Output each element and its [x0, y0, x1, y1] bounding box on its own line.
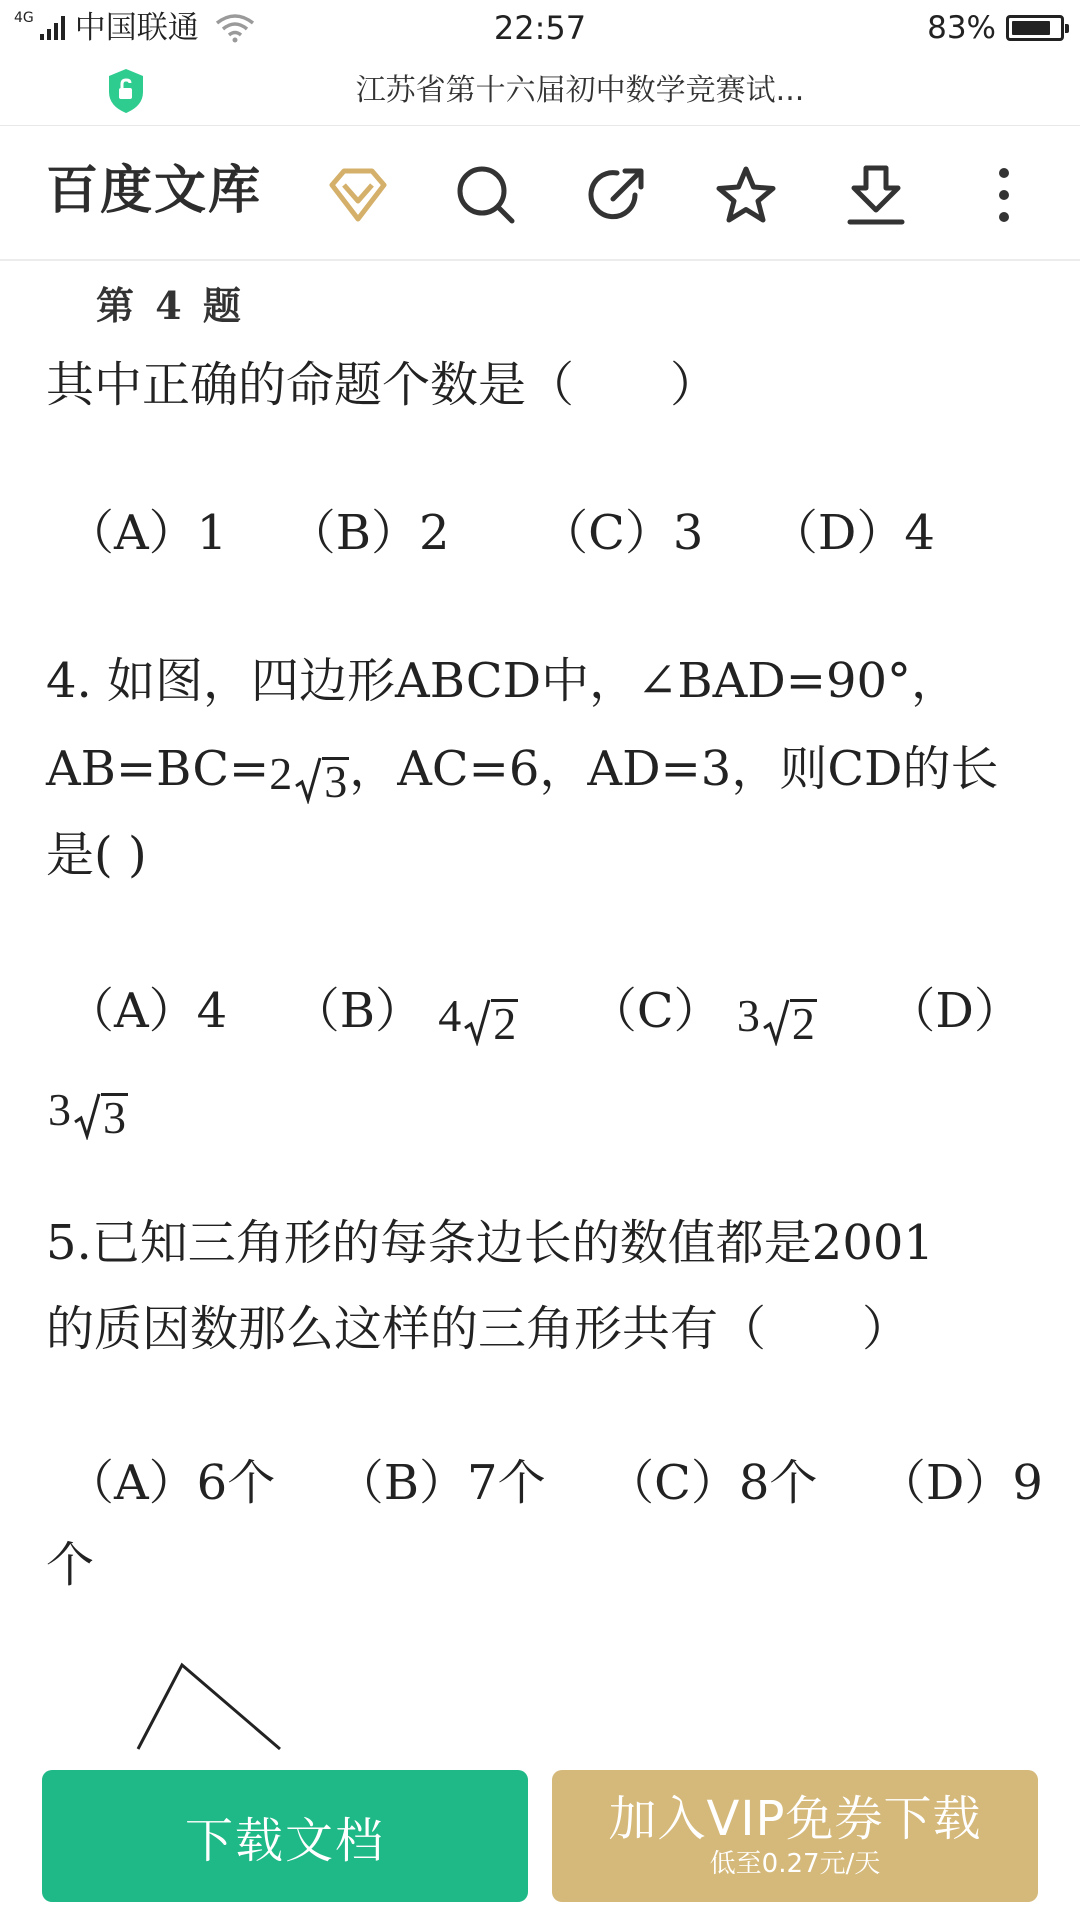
join-vip-button[interactable] — [552, 1770, 1038, 1902]
radical-sign-icon — [762, 998, 790, 1046]
math-coefficient: 4 — [438, 990, 462, 1041]
q3-option-d: （D）4 — [769, 505, 935, 561]
q4-option-c-label: （C） — [588, 983, 722, 1039]
vip-price-note: 低至0.27元/天 — [709, 1849, 881, 1879]
math-3-sqrt-2 — [736, 986, 817, 1049]
figure-caption: 第 4 题 — [96, 283, 245, 328]
page-title[interactable]: 江苏省第十六届初中数学竞赛试... — [355, 73, 805, 108]
q4-options — [66, 981, 1022, 1049]
search-icon[interactable] — [454, 163, 518, 227]
q5-option-d: （D）9 — [877, 1455, 1043, 1511]
q5-line-2: 的质因数那么这样的三角形共有（ ） — [46, 1301, 911, 1357]
join-vip-label: 加入VIP免券下载 — [608, 1791, 982, 1847]
more-icon[interactable] — [972, 163, 1036, 227]
q3-option-c: （C）3 — [540, 505, 704, 561]
math-4-sqrt-2 — [438, 986, 518, 1049]
star-icon[interactable] — [714, 163, 778, 227]
q5-option-b: （B）7个 — [335, 1455, 546, 1511]
q5-options — [66, 1453, 1043, 1513]
status-bar — [0, 0, 1080, 56]
brand-logo[interactable]: 百度文库 — [46, 161, 263, 221]
share-icon[interactable] — [585, 163, 649, 227]
q3-option-b: （B）2 — [287, 505, 450, 561]
math-2-sqrt-3 — [269, 744, 349, 807]
document-viewer[interactable] — [0, 263, 1080, 1751]
secure-shield-icon[interactable] — [106, 68, 146, 114]
math-3-sqrt-3 — [48, 1080, 128, 1143]
math-coefficient: 3 — [736, 990, 760, 1041]
q4-line-2-prefix: AB=BC= — [46, 741, 270, 797]
vip-diamond-icon[interactable] — [326, 163, 390, 227]
network-type: 4G — [14, 10, 34, 26]
radical-sign-icon — [73, 1092, 101, 1140]
math-radicand: 2 — [791, 998, 815, 1049]
q4-option-d-value — [48, 1075, 128, 1143]
q4-option-d-label: （D） — [887, 983, 1022, 1039]
radical-sign-icon — [294, 756, 322, 804]
q4-line-2-suffix: ，AC=6，AD=3，则CD的长 — [349, 741, 999, 797]
q5-line-1: 5.已知三角形的每条边长的数值都是2001 — [46, 1215, 934, 1271]
battery-percent: 83% — [927, 10, 996, 46]
q5-option-a: （A）6个 — [66, 1455, 276, 1511]
battery-icon — [1006, 15, 1064, 41]
q3-option-a: （A）1 — [66, 505, 228, 561]
browser-title-bar — [0, 56, 1080, 126]
math-radicand: 2 — [493, 998, 517, 1049]
download-document-button[interactable] — [42, 1770, 528, 1902]
q5-option-d-continuation: 个 — [46, 1537, 95, 1593]
app-header — [0, 127, 1080, 261]
q5-option-c: （C）8个 — [606, 1455, 818, 1511]
math-coefficient: 2 — [269, 748, 293, 799]
q3-stem: 其中正确的命题个数是（ ） — [46, 357, 719, 413]
q4-line-2 — [46, 739, 999, 807]
q3-options — [66, 503, 935, 563]
q4-option-a: （A）4 — [66, 983, 228, 1039]
carrier-name: 中国联通 — [74, 10, 199, 46]
download-icon[interactable] — [844, 163, 908, 227]
download-document-label: 下载文档 — [184, 1812, 385, 1869]
q4-option-b-label: （B） — [291, 983, 424, 1039]
math-radicand: 3 — [103, 1092, 126, 1143]
status-right — [927, 8, 1064, 48]
math-coefficient: 3 — [48, 1084, 71, 1135]
geometry-figure — [120, 1623, 320, 1751]
radical-sign-icon — [463, 998, 491, 1046]
clock: 22:57 — [493, 9, 587, 47]
q4-line-1: 4. 如图，四边形ABCD中，∠BAD=90°， — [46, 653, 960, 709]
q4-line-3: 是( ) — [46, 827, 147, 883]
math-radicand: 3 — [324, 756, 348, 807]
